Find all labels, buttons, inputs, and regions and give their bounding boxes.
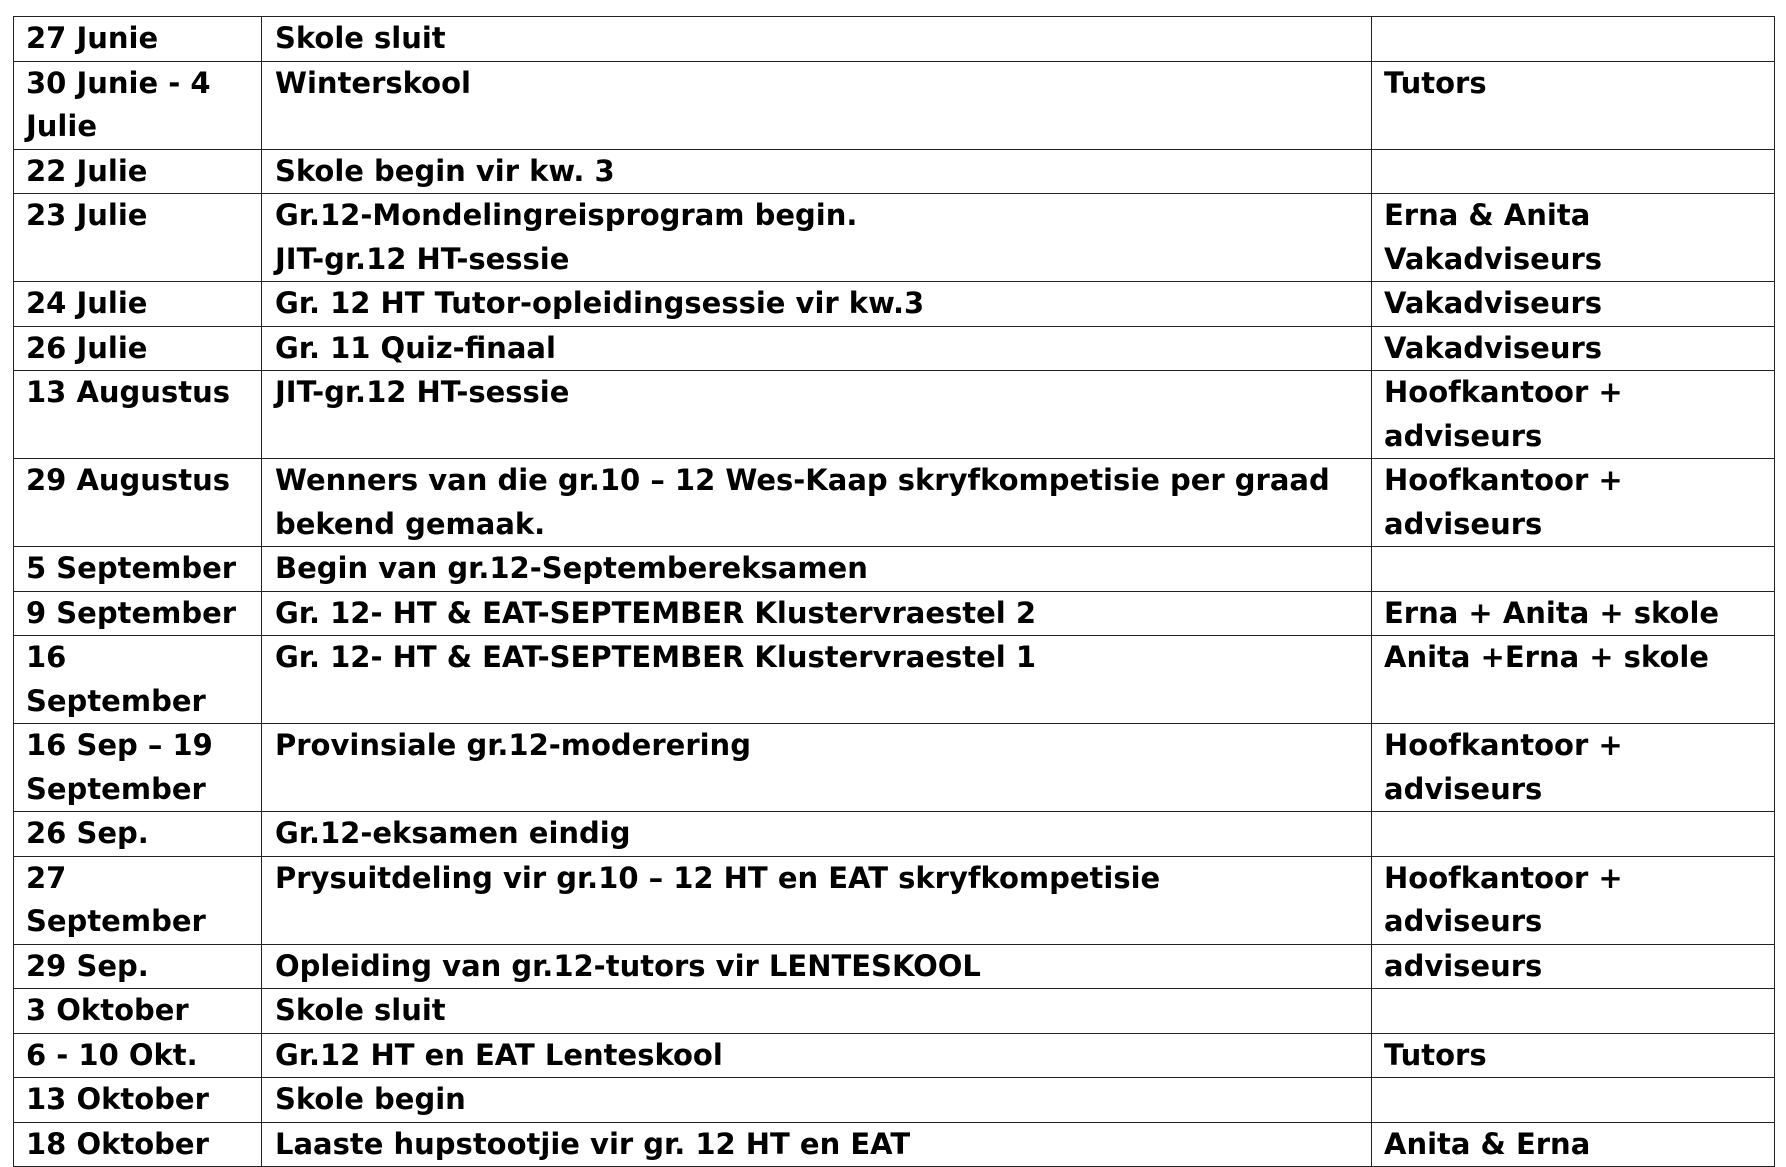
- date-cell: 29 Augustus: [14, 459, 262, 547]
- date-cell: 5 September: [14, 547, 262, 592]
- responsible-cell: Tutors: [1372, 1033, 1775, 1078]
- event-cell: [262, 1033, 1372, 1078]
- event-cell: [262, 1122, 1372, 1167]
- table-row: [14, 1122, 1775, 1167]
- date-cell: 13 Oktober: [14, 1078, 262, 1123]
- table-row: [14, 282, 1775, 327]
- event-cell: [262, 636, 1372, 724]
- event-line: Winterskool: [275, 65, 471, 100]
- event-cell: [262, 17, 1372, 62]
- event-line: Gr.12-eksamen eindig: [275, 816, 631, 850]
- responsible-cell: [1372, 989, 1775, 1034]
- responsible-cell: Hoofkantoor + adviseurs: [1372, 856, 1775, 944]
- responsible-cell: adviseurs: [1372, 944, 1775, 989]
- responsible-cell: [1372, 17, 1775, 62]
- event-line: Begin van gr.12-Septembereksamen: [275, 551, 868, 585]
- event-line: Prysuitdeling vir gr.10 – 12 HT en EAT skryfkompetisie: [275, 860, 1161, 895]
- event-line: Skole begin vir kw. 3: [275, 153, 615, 188]
- event-line: Gr. 12 HT Tutor-opleidingsessie vir kw.3: [275, 286, 925, 320]
- event-line: JIT-gr.12 HT-sessie: [275, 375, 570, 409]
- date-cell: 18 Oktober: [14, 1122, 262, 1167]
- date-cell: 26 Julie: [14, 326, 262, 371]
- table-row: [14, 194, 1775, 282]
- event-cell: [262, 149, 1372, 194]
- event-line: Skole sluit: [275, 21, 446, 55]
- table-row: [14, 61, 1775, 149]
- table-row: [14, 326, 1775, 371]
- event-line: Gr. 12- HT & EAT-SEPTEMBER Klustervraestel 2: [275, 595, 1037, 630]
- responsible-cell: Hoofkantoor + adviseurs: [1372, 459, 1775, 547]
- date-cell: 9 September: [14, 591, 262, 636]
- event-cell: [262, 371, 1372, 459]
- event-line: Wenners van die gr.10 – 12 Wes-Kaap skryfkompetisie per graad bekend gemaak.: [275, 463, 1330, 541]
- event-line: Gr. 12- HT & EAT-SEPTEMBER Klustervraestel 1: [275, 640, 1037, 674]
- table-row: [14, 17, 1775, 62]
- event-line: Gr.12 HT en EAT Lenteskool: [275, 1037, 723, 1072]
- date-cell: 22 Julie: [14, 149, 262, 194]
- event-line: Laaste hupstootjie vir gr. 12 HT en EAT: [275, 1126, 911, 1161]
- responsible-cell: Hoofkantoor + adviseurs: [1372, 724, 1775, 812]
- schedule-table: [13, 16, 1775, 1167]
- date-cell: 6 - 10 Okt.: [14, 1033, 262, 1078]
- table-row: [14, 371, 1775, 459]
- responsible-cell: [1372, 149, 1775, 194]
- table-row: [14, 944, 1775, 989]
- event-cell: [262, 459, 1372, 547]
- event-cell: [262, 944, 1372, 989]
- responsible-cell: Hoofkantoor + adviseurs: [1372, 371, 1775, 459]
- event-cell: [262, 591, 1372, 636]
- responsible-cell: Erna & Anita Vakadviseurs: [1372, 194, 1775, 282]
- event-cell: [262, 547, 1372, 592]
- event-line: Skole begin: [275, 1082, 466, 1116]
- table-row: [14, 636, 1775, 724]
- event-line: Opleiding van gr.12-tutors vir LENTESKOOL: [275, 948, 981, 983]
- event-cell: [262, 1078, 1372, 1123]
- table-row: [14, 149, 1775, 194]
- table-row: [14, 547, 1775, 592]
- date-cell: 3 Oktober: [14, 989, 262, 1034]
- date-cell: 27 September: [14, 856, 262, 944]
- event-cell: [262, 61, 1372, 149]
- table-row: [14, 1078, 1775, 1123]
- event-line: Provinsiale gr.12-moderering: [275, 728, 751, 762]
- responsible-cell: Anita & Erna: [1372, 1122, 1775, 1167]
- event-line: Skole sluit: [275, 993, 446, 1027]
- responsible-cell: [1372, 812, 1775, 857]
- table-row: [14, 812, 1775, 857]
- date-cell: 24 Julie: [14, 282, 262, 327]
- schedule-body: [14, 17, 1775, 1167]
- date-cell: 16 September: [14, 636, 262, 724]
- event-line: JIT-gr.12 HT-sessie: [275, 241, 570, 276]
- event-line: Gr. 11 Quiz-finaal: [275, 330, 556, 365]
- date-cell: 13 Augustus: [14, 371, 262, 459]
- date-cell: 26 Sep.: [14, 812, 262, 857]
- responsible-cell: Tutors: [1372, 61, 1775, 149]
- responsible-cell: [1372, 547, 1775, 592]
- event-line: Gr.12-Mondelingreisprogram begin.: [275, 198, 858, 232]
- event-cell: [262, 724, 1372, 812]
- date-cell: 29 Sep.: [14, 944, 262, 989]
- date-cell: 23 Julie: [14, 194, 262, 282]
- event-cell: [262, 812, 1372, 857]
- table-row: [14, 1033, 1775, 1078]
- event-cell: [262, 989, 1372, 1034]
- date-cell: 16 Sep – 19 September: [14, 724, 262, 812]
- table-row: [14, 459, 1775, 547]
- event-cell: [262, 326, 1372, 371]
- table-row: [14, 989, 1775, 1034]
- responsible-cell: Vakadviseurs: [1372, 326, 1775, 371]
- event-cell: [262, 282, 1372, 327]
- date-cell: 27 Junie: [14, 17, 262, 62]
- responsible-cell: Anita +Erna + skole: [1372, 636, 1775, 724]
- event-cell: [262, 856, 1372, 944]
- table-row: [14, 724, 1775, 812]
- responsible-cell: Vakadviseurs: [1372, 282, 1775, 327]
- date-cell: 30 Junie - 4 Julie: [14, 61, 262, 149]
- table-row: [14, 591, 1775, 636]
- table-row: [14, 856, 1775, 944]
- responsible-cell: [1372, 1078, 1775, 1123]
- event-cell: [262, 194, 1372, 282]
- responsible-cell: Erna + Anita + skole: [1372, 591, 1775, 636]
